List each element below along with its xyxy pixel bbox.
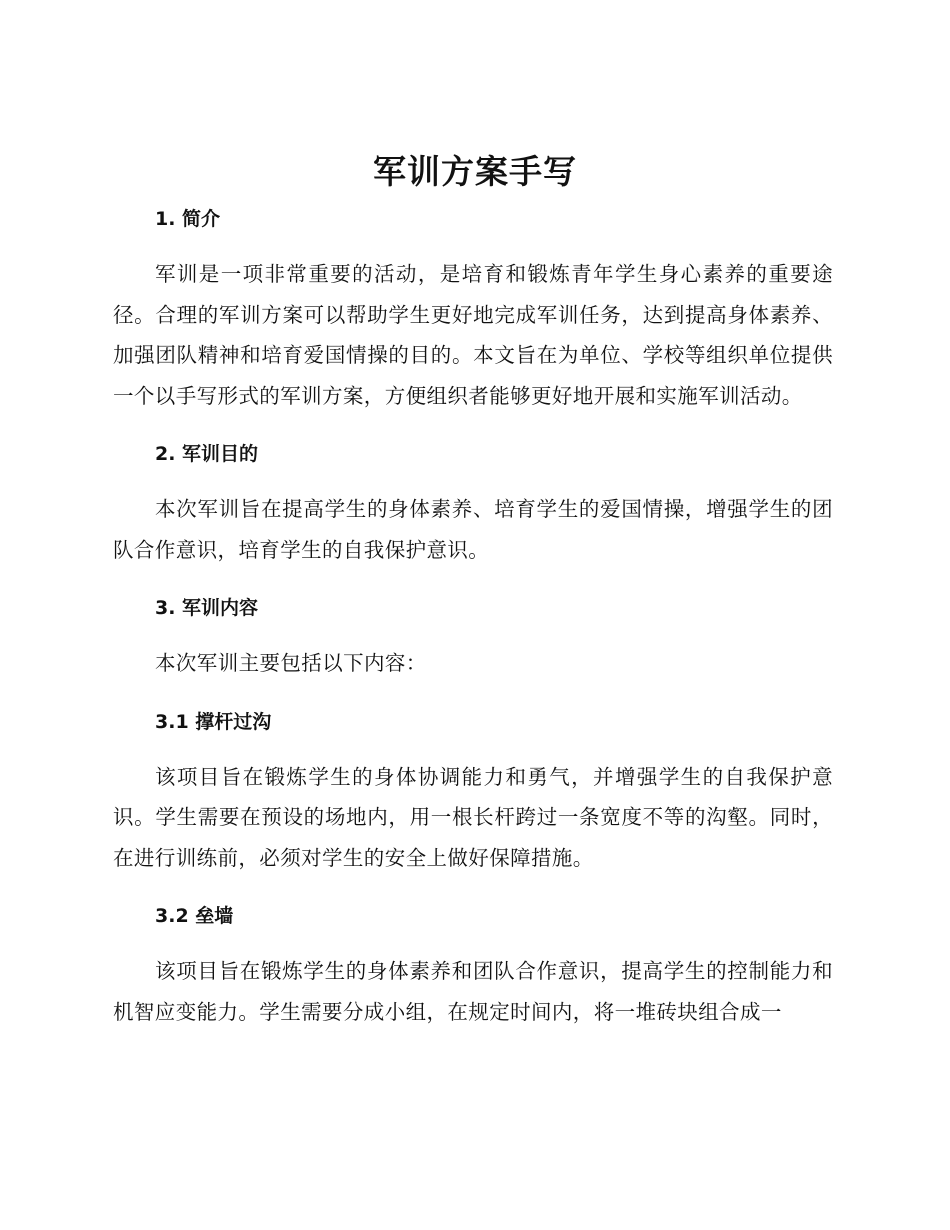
section-heading-intro: 1. 简介 [155,208,221,230]
section-heading-pole-vault: 3.1 撑杆过沟 [155,710,272,733]
section-paragraph-wall-building: 该项目旨在锻炼学生的身体素养和团队合作意识，提高学生的控制能力和机智应变能力。学生需要分成小组，在规定时间内，将一堆砖块组合成一 [113,959,833,1024]
section-paragraph-purpose: 本次军训旨在提高学生的身体素养、培育学生的爱国情操，增强学生的团队合作意识，培育学生的自我保护意识。 [113,497,833,562]
section-paragraph-pole-vault: 该项目旨在锻炼学生的身体协调能力和勇气，并增强学生的自我保护意识。学生需要在预设的场地内，用一根长杆跨过一条宽度不等的沟壑。同时，在进行训练前，必须对学生的安全上做好保障措施。 [113,764,833,870]
section-heading-content: 3. 军训内容 [155,597,259,619]
section-paragraph-content: 本次军训主要包括以下内容： [155,651,427,675]
section-heading-purpose: 2. 军训目的 [155,443,259,465]
document-body [113,200,833,1032]
section-paragraph-intro: 军训是一项非常重要的活动，是培育和锻炼青年学生身心素养的重要途径。合理的军训方案可以帮助学生更好地完成军训任务，达到提高身体素养、加强团队精神和培育爱国情操的目的。本文旨在为单位、学校等组织单位提供一个以手写形式的军训方案，方便组织者能够更好地开展和实施军训活动。 [113,262,833,408]
section-heading-wall-building: 3.2 垒墙 [155,905,234,927]
document-title: 军训方案手写 [373,152,577,191]
